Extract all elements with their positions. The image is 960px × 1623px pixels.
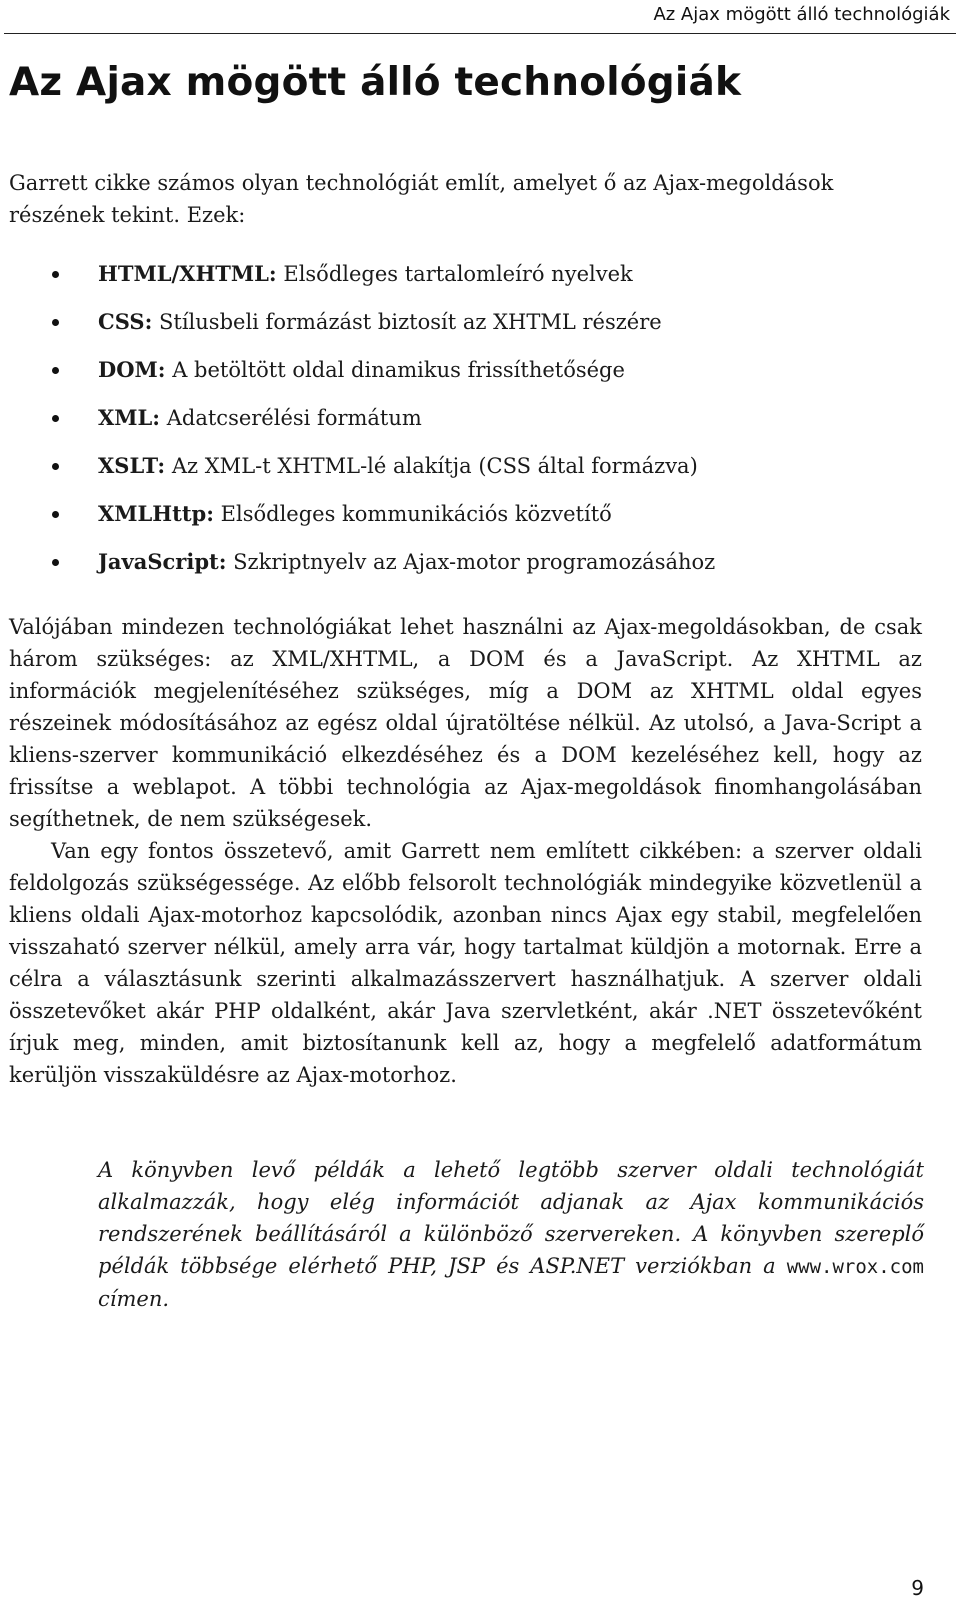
description: Elsődleges tartalomleíró nyelvek xyxy=(276,262,633,286)
bullet-icon xyxy=(52,271,59,278)
note-box xyxy=(98,1154,924,1315)
term: XMLHttp: xyxy=(98,501,214,526)
bullet-icon xyxy=(52,463,59,470)
description: Adatcserélési formátum xyxy=(160,406,422,430)
description: Elsődleges kommunikációs közvetítő xyxy=(213,502,612,526)
body-text xyxy=(9,611,922,1091)
technology-list xyxy=(0,258,930,594)
list-item xyxy=(0,354,930,402)
term: JavaScript: xyxy=(98,549,227,574)
header-rule xyxy=(4,33,956,34)
note-text: A könyvben levő példák a lehető legtöbb szerver oldali technológiát alkalmazzák, hogy elég információt adjanak az Ajax kommunikációs rendszerének beállításáról a különböző szervereken. A könyvben szereplő példák többsége elérhető PHP, JSP és ASP.NET verziókban a xyxy=(98,1158,924,1278)
description: Az XML-t XHTML-lé alakítja (CSS által formázva) xyxy=(165,454,698,478)
term: DOM: xyxy=(98,357,166,382)
description: Stílusbeli formázást biztosít az XHTML részére xyxy=(152,310,662,334)
bullet-icon xyxy=(52,559,59,566)
running-header: Az Ajax mögött álló technológiák xyxy=(653,4,950,25)
description: A betöltött oldal dinamikus frissíthetősége xyxy=(165,358,625,382)
bullet-icon xyxy=(52,367,59,374)
term: CSS: xyxy=(98,309,153,334)
list-item xyxy=(0,498,930,546)
list-item xyxy=(0,450,930,498)
note-url: www.wrox.com xyxy=(786,1256,924,1278)
note-suffix: címen. xyxy=(98,1287,170,1311)
list-item xyxy=(0,546,930,594)
term: XML: xyxy=(98,405,161,430)
list-item xyxy=(0,402,930,450)
bullet-icon xyxy=(52,415,59,422)
page-title: Az Ajax mögött álló technológiák xyxy=(9,60,742,105)
page-number: 9 xyxy=(911,1576,924,1600)
bullet-icon xyxy=(52,319,59,326)
term: HTML/XHTML: xyxy=(98,261,277,286)
list-item xyxy=(0,306,930,354)
bullet-icon xyxy=(52,511,59,518)
list-item xyxy=(0,258,930,306)
description: Szkriptnyelv az Ajax-motor programozásához xyxy=(226,550,716,574)
term: XSLT: xyxy=(98,453,166,478)
paragraph: Valójában mindezen technológiákat lehet használni az Ajax-megoldásokban, de csak három szükséges: az XML/XHTML, a DOM és a JavaScript. Az XHTML az információk megjelenítéséhez szükséges, míg a DOM az XHTML oldal egyes részeinek módosításához az egész oldal újratöltése nélkül. Az utolsó, a Java-Script a kliens-szerver kommunikáció elkezdéséhez és a DOM kezeléséhez kell, hogy az frissítse a weblapot. A többi technológia az Ajax-megoldások finomhangolásában segíthetnek, de nem szükségesek. xyxy=(9,615,922,831)
paragraph: Van egy fontos összetevő, amit Garrett nem említett cikkében: a szerver oldali feldolgozás szükségessége. Az előbb felsorolt technológiák mindegyike közvetlenül a kliens oldali Ajax-motorhoz kapcsolódik, azonban nincs Ajax egy stabil, megfelelően visszaható szerver nélkül, amely arra vár, hogy tartalmat küldjön a motornak. Erre a célra a választásunk szerinti alkalmazásszervert használhatjuk. A szerver oldali összetevőket akár PHP oldalként, akár Java szervletként, akár .NET összetevőként írjuk meg, minden, amit biztosítanunk kell az, hogy a megfelelő adatformátum kerüljön visszaküldésre az Ajax-motorhoz. xyxy=(9,839,922,1087)
intro-paragraph: Garrett cikke számos olyan technológiát említ, amelyet ő az Ajax-megoldások részének tekint. Ezek: xyxy=(9,171,834,227)
